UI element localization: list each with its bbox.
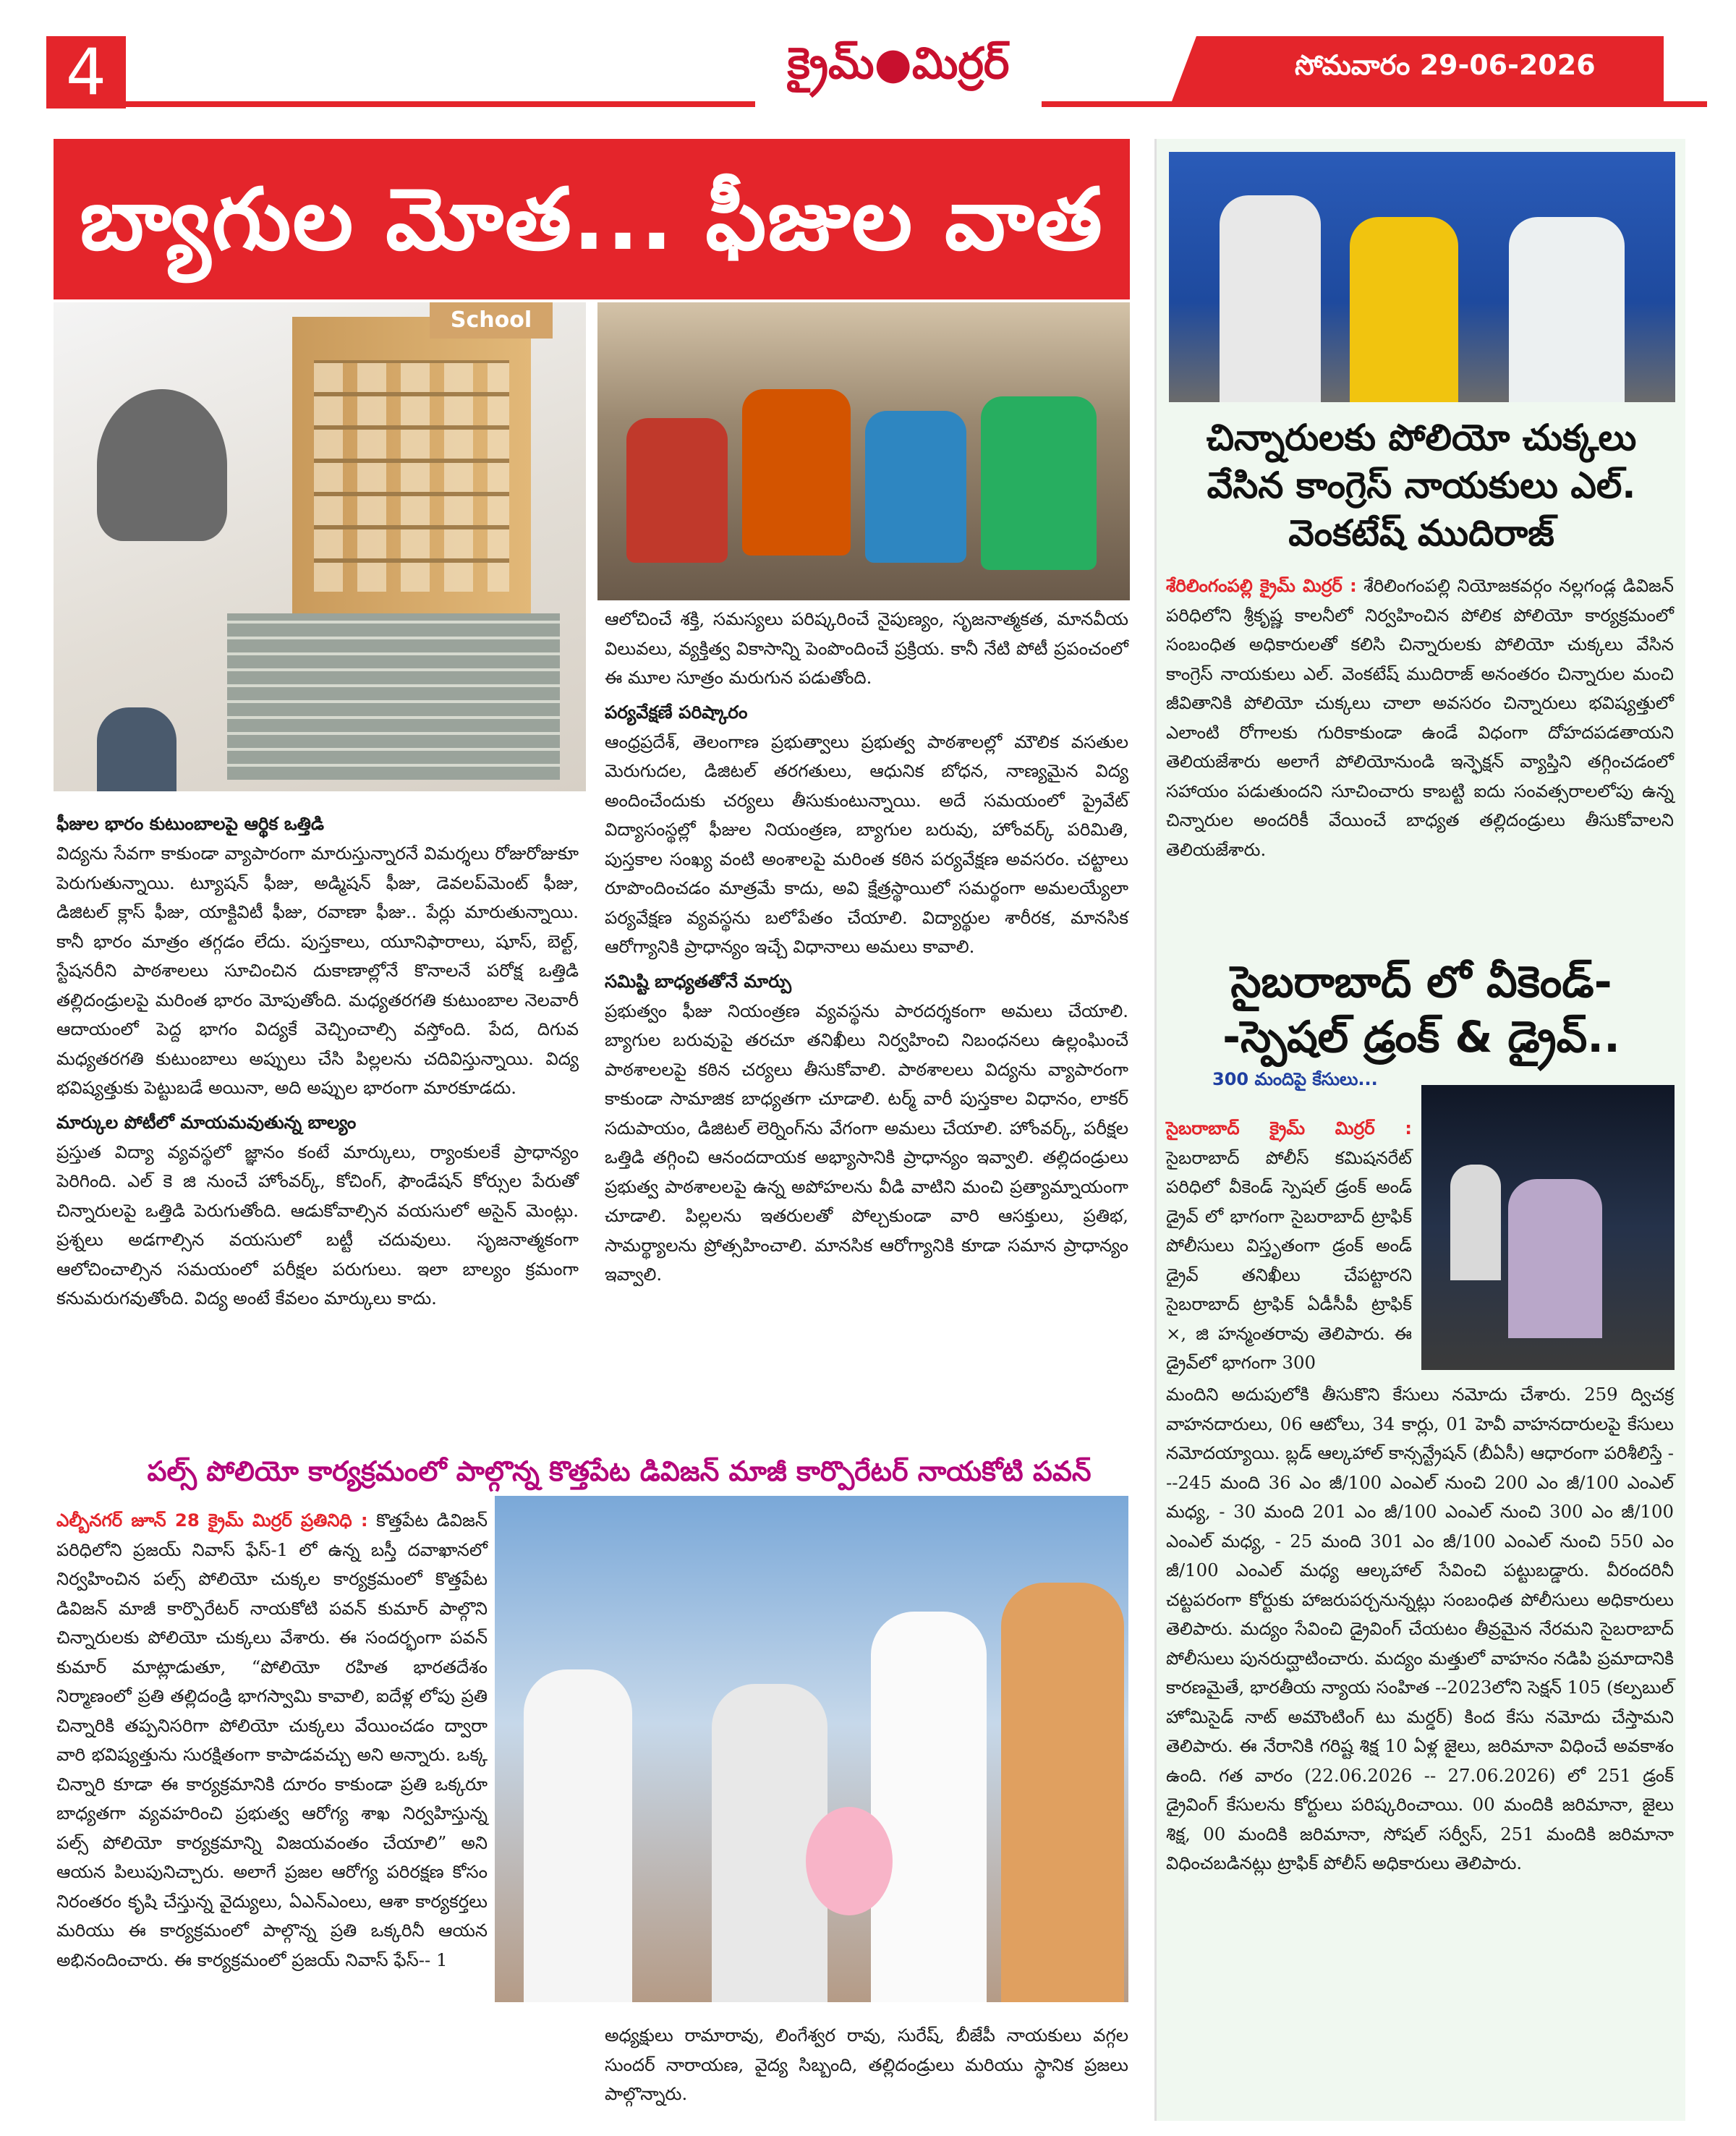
page-number-box (46, 36, 126, 108)
student-graphic (97, 707, 176, 791)
pulse-polio-title: పల్స్ పోలియో కార్యక్రమంలో పాల్గొన్న కొత్తపేట డివిజన్ మాజీ కార్పొరేటర్ నాయకోటి పవన్ (147, 1455, 1092, 1487)
drive-dateline: సైబరాబాద్ క్రైమ్ మిర్రర్ : (1166, 1118, 1412, 1139)
drive-kicker: 300 మందిపై కేసులు... (1212, 1069, 1378, 1089)
drive-story-title: సైబరాబాద్ లో వీకెండ్- -స్పెషల్ డ్రంక్ & డ్రైవ్.. (1222, 957, 1620, 1063)
rider-graphic (1508, 1179, 1602, 1338)
backpack-graphic (626, 418, 728, 563)
logo-text: క్రైమ్●మిర్రర్ (787, 38, 1010, 89)
polio-dateline: శేరిలింగంపల్లి క్రైమ్ మిర్రర్ : (1166, 575, 1357, 596)
school-building-graphic (292, 317, 531, 621)
paragraph: ప్రభుత్వం ఫీజు నియంత్రణ వ్యవస్థను పారదర్శకంగా అమలు చేయాలి. బ్యాగుల బరువుపై తరచూ తనిఖీలు నిర్వహించి నిబంధనలు ఉల్లంఘించే పాఠశాలలపై కఠిన చర్యలు తీసుకోవాలి. పాఠశాలలు విద్యను వ్యాపారంగా కాకుండా సామాజిక బాధ్యతగా చూడాలి. టర్మ్ వారీ పుస్తకాల విధానం, లాకర్ సదుపాయం, డిజిటల్ లెర్నింగ్‌ను వేగంగా అమలు చేయాలి. హోంవర్క్, పరీక్షల ఒత్తిడి తగ్గించి ఆనందదాయక అభ్యాసానికి ప్రాధాన్యం ఇవ్వాలి. తల్లిదండ్రులు ప్రభుత్వ పాఠశాలలపై ఉన్న అపోహలను వీడి వాటిని మంచి ప్రత్యామ్నాయంగా చూడాలి. పిల్లలను ఇతరులతో పోల్చకుండా వారి ఆసక్తులు, ప్రతిభ, సామర్థ్యాలను ప్రోత్సహించాలి. మానసిక ఆరోగ్యానికి కూడా సమాన ప్రాధాన్యం ఇవ్వాలి. (605, 1000, 1128, 1285)
masthead-rule-left (126, 101, 755, 107)
cash-stack-graphic (227, 613, 560, 780)
polio-story-title: చిన్నారులకు పోలియో చుక్కలు వేసిన కాంగ్రెస్ నాయకులు ఎల్. వెంకటేష్ ముదిరాజ్ (1206, 417, 1637, 554)
drunk-drive-check-photo (1421, 1085, 1675, 1370)
main-headline: బ్యాగుల మోత... ఫీజుల వాత (80, 169, 1104, 269)
pulse-dateline: ఎల్బీనగర్ జూన్ 28 క్రైమ్ మిర్రర్ ప్రతినిధి : (56, 1510, 368, 1531)
subhead-marks-race: మార్కుల పోటీలో మాయమవుతున్న బాల్యం (56, 1111, 357, 1133)
drive-story-body-narrow (1166, 1114, 1412, 1378)
nurse-graphic (524, 1669, 632, 2002)
paragraph: ఆంధ్రప్రదేశ్, తెలంగాణ ప్రభుత్వాలు ప్రభుత్వ పాఠశాలల్లో మౌలిక వసతుల మెరుగుదల, డిజిటల్ తరగతులు, ఆధునిక బోధన, నాణ్యమైన విద్య అందించేందుకు చర్యలు తీసుకుంటున్నాయి. అదే సమయంలో ప్రైవేట్ విద్యాసంస్థల్లో ఫీజుల నియంత్రణ, బ్యాగుల బరువు, హోంవర్క్ పరిమితి, పుస్తకాల సంఖ్య వంటి అంశాలపై మరింత కఠిన పర్యవేక్షణ అవసరం. చట్టాలు రూపొందించడం మాత్రమే కాదు, అవి క్షేత్రస్థాయిలో సమర్థంగా అమలయ్యేలా పర్యవేక్షణ వ్యవస్థను బలోపేతం చేయాలి. విద్యార్థుల శారీరక, మానసిక ఆరోగ్యానికి ప్రాధాన్యం ఇచ్చే విధానాలు అమలు కావాలి. (605, 731, 1128, 957)
school-sign: School (430, 302, 553, 339)
subhead-supervision: పర్యవేక్షణే పరిష్కారం (605, 701, 748, 723)
polio-story-body (1166, 571, 1674, 864)
backpack-graphic (865, 411, 966, 563)
page-number: 4 (66, 35, 106, 109)
pulse-polio-banner (110, 1445, 1128, 1497)
main-story-left-column (56, 809, 579, 1314)
person-graphic (871, 1612, 987, 2002)
paragraph: ఆలోచించే శక్తి, సమస్యలు పరిష్కరించే నైపుణ్యం, సృజనాత్మకత, మానవీయ విలువలు, వ్యక్తిత్వ వికాసాన్ని పెంపొందించే ప్రక్రియ. కానీ నేటి పోటీ ప్రపంచంలో ఈ మూల సూత్రం మరుగున పడుతోంది. (605, 608, 1128, 688)
officer-graphic (1450, 1165, 1501, 1280)
paragraph: ప్రస్తుత విద్యా వ్యవస్థలో జ్ఞానం కంటే మార్కులు, ర్యాంకులకే ప్రాధాన్యం పెరిగింది. ఎల్ కె జి నుంచే హోంవర్క్, కోచింగ్, ఫౌండేషన్ కోర్సుల పేరుతో చిన్నారులపై ఒత్తిడి పెరుగుతోంది. ఆడుకోవాల్సిన వయసులో అసైన్ మెంట్లు. ప్రశ్నలు అడగాల్సిన వయసులో బట్టీ చదువులు. సృజనాత్మకంగా ఆలోచించాల్సిన సమయంలో పరీక్షల పరుగులు. ఇలా బాల్యం క్రమంగా కనుమరుగవుతోంది. విద్య అంటే కేవలం మార్కులు కాదు. (56, 1141, 579, 1309)
subhead-fees-burden: ఫీజుల భారం కుటుంబాలపై ఆర్థిక ఒత్తిడి (56, 813, 325, 834)
pulse-polio-photo (495, 1496, 1128, 2002)
masthead (0, 0, 1736, 116)
person-graphic (1220, 195, 1321, 402)
person-graphic (1001, 1583, 1124, 2002)
drive-body-narrow-text: సైబరాబాద్ పోలీస్ కమిషనరేట్ పరిధిలో వీకెండ్ స్పెషల్ డ్రంక్ అండ్ డ్రైవ్ లో భాగంగా సైబరాబాద్ ట్రాఫిక్ పోలీసులు విస్తృతంగా డ్రంక్ అండ్ డ్రైవ్ తనిఖీలు చేపట్టారని సైబరాబాద్ ట్రాఫిక్ ఏడీసీపీ ట్రాఫిక్ ×, జి హన్మంతరావు తెలిపారు. ఈ డ్రైవ్‌లో భాగంగా 300 (1166, 1146, 1412, 1373)
person-graphic (1509, 217, 1625, 402)
polio-body-text: శేరిలింగంపల్లి నియోజకవర్గం నల్లగండ్ల డివిజన్ పరిధిలోని శ్రీకృష్ణ కాలనీలో నిర్వహించిన పోలిక పోలియో కార్యక్రమంలో సంబంధిత అధికారులతో కలిసి చిన్నారులకు పోలియో చుక్కలు వేసిన కాంగ్రెస్ నాయకులు ఎల్. వెంకటేష్ ముదిరాజ్ అనంతరం చిన్నారుల మంచి జీవితానికి పోలియో చుక్కలు చాలా అవసరం చిన్నారులు భవిష్యత్తులో ఎలాంటి రోగాలకు గురికాకుండా ఉండే విధంగా దోహదపడతాయని తెలియజేశారు అలాగే పోలియోనుండి ఇన్ఫెక్షన్ వ్యాప్తిని తగ్గించడంలో సహాయం పడుతుందని సూచించారు కాబట్టి ఐదు సంవత్సరాలలోపు ఉన్న చిన్నారుల అందరికీ వేయించే బాధ్యత తల్లిదండ్రులు తీసుకోవాలని తెలియజేశారు. (1166, 575, 1674, 860)
backpack-graphic (742, 389, 851, 556)
pulse-body-text: కొత్తపేట డివిజన్ పరిధిలోని ప్రజయ్ నివాస్ ఫేస్-1 లో ఉన్న బస్తీ దవాఖానలో నిర్వహించిన పల్స్ పోలియో చుక్కల కార్యక్రమంలో కొత్తపేట డివిజన్ మాజీ కార్పొరేటర్ నాయకోటి పవన్ కుమార్ పాల్గొని చిన్నారులకు పోలియో చుక్కలు వేశారు. ఈ సందర్భంగా పవన్ కుమార్ మాట్లాడుతూ, “పోలియో రహిత భారతదేశం నిర్మాణంలో ప్రతి తల్లిదండ్రి భాగస్వామి కావాలి, ఐదేళ్ల లోపు ప్రతి చిన్నారికి తప్పనిసరిగా పోలియో చుక్కలు వేయించడం ద్వారా వారి భవిష్యత్తును సురక్షితంగా కాపాడవచ్చు అని అన్నారు. ఒక్క చిన్నారి కూడా ఈ కార్యక్రమానికి దూరం కాకుండా ప్రతి ఒక్కరూ బాధ్యతగా వ్యవహరించి ప్రభుత్వ ఆరోగ్య శాఖ నిర్వహిస్తున్న పల్స్ పోలియో కార్యక్రమాన్ని విజయవంతం చేయాలి” అని ఆయన పిలుపునిచ్చారు. అలాగే ప్రజల ఆరోగ్య పరిరక్షణ కోసం నిరంతరం కృషి చేస్తున్న వైద్యులు, ఏఎన్ఎంలు, ఆశా కార్యకర్తలు మరియు ఈ కార్యక్రమంలో పాల్గొన్న ప్రతి ఒక్కరినీ ఆయన అభినందించారు. ఈ కార్యక్రమంలో ప్రజయ్ నివాస్ ఫేస్-- 1 (56, 1510, 488, 1970)
main-story-right-column (605, 605, 1128, 1290)
child-graphic (806, 1807, 893, 1915)
newspaper-logo (755, 35, 1042, 107)
stressed-parent-graphic (97, 389, 227, 541)
backpack-graphic (981, 396, 1097, 570)
school-fees-illustration (54, 302, 586, 791)
subhead-collective-responsibility: సమిష్టి బాధ్యతతోనే మార్పు (605, 970, 792, 992)
issue-date: సోమవారం 29-06-2026 (1295, 49, 1596, 81)
drive-story-body-wide: మందిని అదుపులోకి తీసుకొని కేసులు నమోదు చేశారు. 259 ద్విచక్ర వాహనదారులు, 06 ఆటోలు, 34 కార్లు, 01 హెవీ వాహనదారులపై కేసులు నమోదయ్యాయి. బ్లడ్ ఆల్కహాల్ కాన్సన్ట్రేషన్ (బీఏసీ) ఆధారంగా పరిశీలిస్తే ---245 మంది 36 ఎం జీ/100 ఎంఎల్ నుంచి 200 ఎం జీ/100 ఎంఎల్ మధ్య, - 30 మంది 201 ఎం జీ/100 ఎంఎల్ నుంచి 300 ఎం జీ/100 ఎంఎల్ మధ్య, - 25 మంది 301 ఎం జీ/100 ఎంఎల్ నుంచి 550 ఎం జీ/100 ఎంఎల్ మధ్య ఆల్కహాల్ సేవించి పట్టుబడ్డారు. వీరందరినీ చట్టపరంగా కోర్టుకు హాజరుపర్చనున్నట్లు సంబంధిత పోలీసులు అధికారులు తెలిపారు. మద్యం సేవించి డ్రైవింగ్ చేయటం తీవ్రమైన నేరమని సైబరాబాద్ పోలీసులు పునరుద్ఘాటించారు. మద్యం మత్తులో వాహనం నడిపి ప్రమాదానికి కారణమైతే, భారతీయ న్యాయ సంహిత --2023లోని సెక్షన్ 105 (కల్పబుల్ హోమిసైడ్ నాట్ అమౌంటింగ్ టు మర్డర్) కింద కేసు నమోదు చేస్తామని తెలిపారు. ఈ నేరానికి గరిష్ట శిక్ష 10 ఏళ్ల జైలు, జరిమానా విధించే అవకాశం ఉంది. గత వారం (22.06.2026 -- 27.06.2026) లో 251 డ్రంక్ డ్రైవింగ్ కేసులను కోర్టులు పరిష్కరించాయి. 00 మందికి జరిమానా, జైలు శిక్ష, 00 మందికి జరిమానా, సోషల్ సర్వీస్, 251 మందికి జరిమానా విధించబడినట్లు ట్రాఫిక్ పోలీస్ అధికారులు తెలిపారు. (1166, 1384, 1674, 1873)
main-headline-banner (54, 139, 1130, 299)
paragraph: విద్యను సేవగా కాకుండా వ్యాపారంగా మారుస్తున్నారనే విమర్శలు రోజురోజుకూ పెరుగుతున్నాయి. ట్యూషన్ ఫీజు, అడ్మిషన్ ఫీజు, డెవలప్‌మెంట్ ఫీజు, డిజిటల్ క్లాస్ ఫీజు, యాక్టివిటీ ఫీజు, రవాణా ఫీజు.. పేర్లు మారుతున్నాయి. కానీ భారం మాత్రం తగ్గడం లేదు. పుస్తకాలు, యూనిఫారాలు, షూస్, బెల్ట్, స్టేషనరీని పాఠశాలలు సూచించిన దుకాణాల్లోనే కొనాలనే పరోక్ష ఒత్తిడి తల్లిదండ్రులపై మరింత భారం మోపుతోంది. మధ్యతరగతి కుటుంబాల నెలవారీ ఆదాయంలో పెద్ద భాగం విద్యకే వెచ్చించాల్సి వస్తోంది. పేద, దిగువ మధ్యతరగతి కుటుంబాలు అప్పులు చేసి పిల్లలను చదివిస్తున్నాయి. విద్య భవిష్యత్తుకు పెట్టుబడే అయినా, అది అప్పుల భారంగా మారకూడదు. (56, 843, 579, 1098)
pulse-polio-body-continued: అధ్యక్షులు రామారావు, లింగేశ్వర రావు, సురేష్, బీజేపీ నాయకులు వగ్గల సుందర్ నారాయణ, వైద్య సిబ్బంది, తల్లిదండ్రులు మరియు స్థానిక ప్రజలు పాల్గొన్నారు. (605, 2025, 1128, 2104)
person-graphic (1350, 217, 1458, 402)
polio-drops-photo (1169, 152, 1675, 402)
pulse-polio-body (56, 1506, 488, 1975)
masthead-rule-right (1042, 101, 1707, 107)
schoolkids-backpacks-photo (597, 302, 1130, 600)
